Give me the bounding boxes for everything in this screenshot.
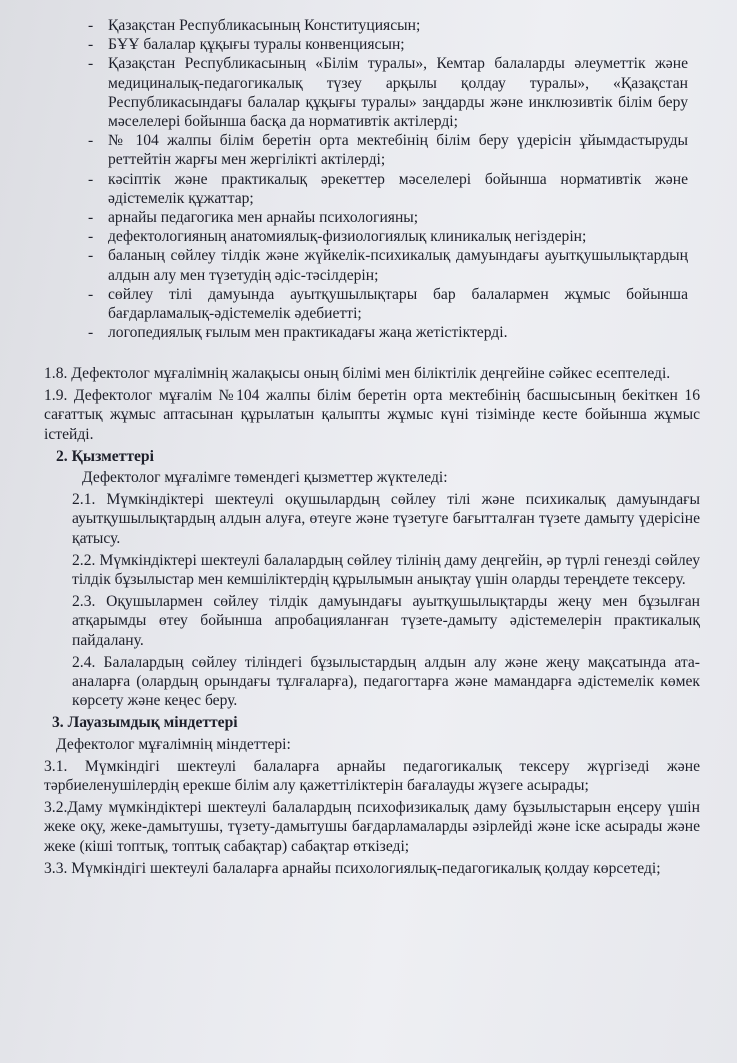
- paragraph-3-2: 3.2.Даму мүмкіндіктері шектеулі балалардың психофизикалық даму бұзылыстарын еңсеру үшін жеке оқу, жеке-дамытушы, түзету-дамытушы бағдарламаларды әзірлейді және іске асырады және жеке (кіші топтық, топтық сабақтар) сабақтар өткізеді;: [44, 799, 700, 855]
- paragraph-1-9: 1.9. Дефектолог мұғалім №104 жалпы білім беретін орта мектебінің басшысының бекіткен 16 сағаттық жұмыс аптасынан құрылатын қалыпты жұмыс күні тізімінде кесте бойынша жұмыс істейді.: [44, 387, 700, 443]
- list-item: - Қазақстан Республикасының «Білім туралы», Кемтар балаларды әлеуметтік және медициналық-педагогикалық түзеу арқылы қолдау туралы», «Қазақстан Республикасындағы балалар құқығы туралы» заңдарды және инклюзивтік білім беру мәселелері бойынша басқа да нормативтік актілерді;: [88, 55, 688, 131]
- document-body: [44, 364, 700, 881]
- list-item: - кәсіптік және практикалық әрекеттер мәселелері бойынша нормативтік және әдістемелік құжаттар;: [88, 170, 688, 207]
- section-3-heading: 3. Лауазымдық міндеттері: [52, 714, 238, 732]
- section-2-intro: Дефектолог мұғалімге төмендегі қызметтер жүктеледі:: [82, 469, 448, 487]
- list-item: - баланың сөйлеу тілдік және жүйкелік-психикалық дамуындағы ауытқушылықтардың алдын алу мен түзетудің әдіс-тәсілдерін;: [88, 247, 688, 284]
- list-item: - № 104 жалпы білім беретін орта мектебінің білім беру үдерісін ұйымдастыруды реттейтін жарғы мен жергілікті актілерді;: [88, 132, 688, 169]
- paragraph-3-1: 3.1. Мүмкіндігі шектеулі балаларға арнайы педагогикалық тексеру жүргізеді және тәрбиеленушілердің ерекше білім алу қажеттіліктерін бағалауды жүзеге асырады;: [44, 757, 700, 795]
- list-item: - сөйлеу тілі дамуында ауытқушылықтары бар балалармен жұмыс бойынша бағдарламалық-әдістемелік әдебиетті;: [88, 285, 688, 323]
- list-item: - дефектологияның анатомиялық-физиологиялық клиникалық негіздерін;: [88, 228, 587, 246]
- paragraph-2-1: 2.1. Мүмкіндіктері шектеулі оқушылардың сөйлеу тілі және психикалық дамуындағы ауытқушылықтардың алдын алуға, өтеуге және түзетуге бағытталған түзете дамыту үдерісіне қатысу.: [72, 491, 700, 547]
- section-3-intro: Дефектолог мұғалімнің міндеттері:: [56, 735, 291, 753]
- section-2-heading: 2. Қызметтері: [56, 447, 154, 465]
- list-item: - БҰҰ балалар құқығы туралы конвенциясын;: [88, 36, 405, 54]
- paragraph-2-2: 2.2. Мүмкіндіктері шектеулі балалардың сөйлеу тілінің даму деңгейін, әр түрлі генезді сөйлеу тілдік бұзылыстар мен кемшіліктердің құрылымын анықтау үшін оларды тереңдете тексеру.: [72, 551, 700, 589]
- requirements-list: [84, 16, 688, 342]
- paragraph-1-8: 1.8. Дефектолог мұғалімнің жалақысы оның білімі мен біліктілік деңгейіне сәйкес есептеледі.: [44, 365, 671, 382]
- paragraph-3-3: 3.3. Мүмкіндігі шектеулі балаларға арнайы психологиялық-педагогикалық қолдау көрсетеді;: [44, 859, 661, 877]
- list-item: - Қазақстан Республикасының Конституциясын;: [88, 17, 421, 34]
- list-item: - логопедиялық ғылым мен практикадағы жаңа жетістіктерді.: [88, 324, 508, 342]
- list-item: - арнайы педагогика мен арнайы психологияны;: [88, 209, 419, 227]
- paragraph-2-4: 2.4. Балалардың сөйлеу тіліндегі бұзылыстардың алдын алу және жеңу мақсатында ата-аналарға (олардың орындағы тұлғаларға), педагогтарға және мамандарға әдістемелік көмек көрсету және кеңес беру.: [72, 653, 700, 710]
- paragraph-2-3: 2.3. Оқушылармен сөйлеу тілдік дамуындағы ауытқушылықтарды жеңу мен бұзылған атқарымды өтеу бойынша апробацияланған түзете-дамыту әдістемелерін практикалық пайдалану.: [72, 593, 700, 649]
